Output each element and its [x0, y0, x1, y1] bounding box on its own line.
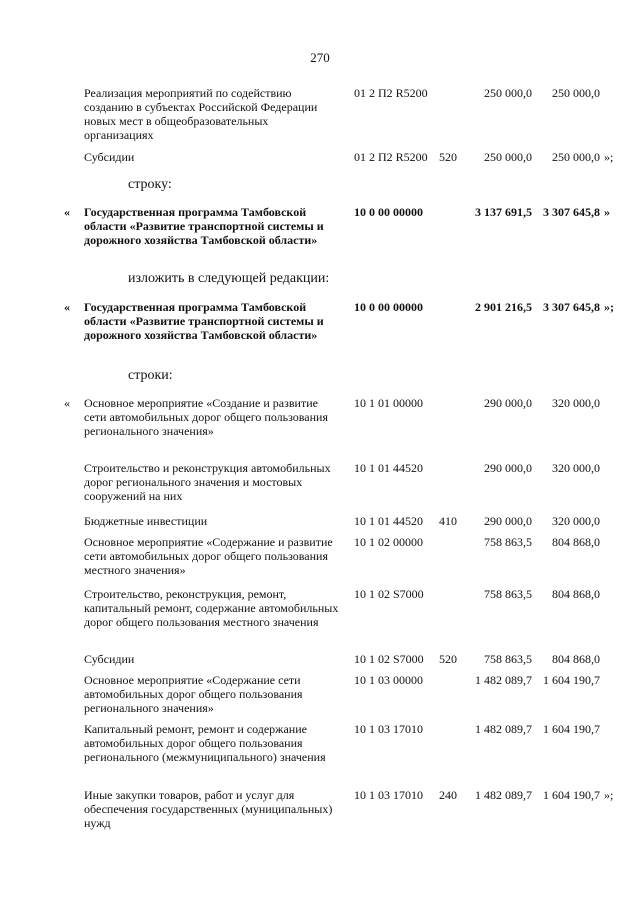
row-value-2: 1 604 190,7	[543, 788, 600, 802]
row-value-1: 1 482 089,7	[475, 722, 532, 736]
row-code: 10 1 01 00000	[354, 396, 423, 410]
row-value-1: 758 863,5	[484, 535, 532, 549]
row-value-2: 1 604 190,7	[543, 673, 600, 687]
phrase-stroki: строки:	[128, 368, 173, 383]
row-code: 10 1 01 44520	[354, 514, 423, 528]
close-quote: »	[604, 205, 610, 219]
row-value-1: 250 000,0	[484, 150, 532, 164]
close-quote: »;	[604, 300, 614, 314]
row-value-1: 290 000,0	[484, 514, 532, 528]
row-value-1: 1 482 089,7	[475, 673, 532, 687]
row-value-1: 1 482 089,7	[475, 788, 532, 802]
row-code: 01 2 П2 R5200	[354, 86, 428, 100]
row-value-1: 2 901 216,5	[475, 300, 532, 314]
row-code: 10 1 01 44520	[354, 461, 423, 475]
row-value-2: 804 868,0	[552, 652, 600, 666]
close-quote: »;	[604, 150, 614, 164]
row-value-2: 320 000,0	[552, 461, 600, 475]
row-code: 10 1 03 17010	[354, 722, 423, 736]
row-code: 10 1 03 00000	[354, 673, 423, 687]
row-name: Основное мероприятие «Содержание и развитие сети автомобильных дорог общего пользования местного значения»	[84, 535, 333, 577]
row-value-1: 758 863,5	[484, 587, 532, 601]
row-code: 10 0 00 00000	[354, 300, 423, 314]
row-name: Реализация мероприятий по содействию созданию в субъектах Российской Федерации новых мест в общеобразовательных организациях	[84, 86, 318, 142]
row-name: Субсидии	[84, 150, 135, 164]
row-value-1: 250 000,0	[484, 86, 532, 100]
row-value-1: 290 000,0	[484, 461, 532, 475]
row-name: Строительство, реконструкция, ремонт, капитальный ремонт, содержание автомобильных дорог общего пользования местного значения	[84, 587, 339, 629]
row-vr: 410	[439, 514, 457, 528]
row-value-2: 3 307 645,8	[543, 300, 600, 314]
phrase-stroku: строку:	[128, 177, 172, 192]
row-name: Основное мероприятие «Создание и развитие сети автомобильных дорог общего пользования регионального значения»	[84, 396, 328, 438]
row-value-2: 250 000,0	[552, 150, 600, 164]
open-quote: «	[64, 396, 70, 410]
row-vr: 520	[439, 150, 457, 164]
row-vr: 520	[439, 652, 457, 666]
row-code: 10 1 03 17010	[354, 788, 423, 802]
row-code: 01 2 П2 R5200	[354, 150, 428, 164]
row-code: 10 0 00 00000	[354, 205, 423, 219]
row-name: Государственная программа Тамбовской области «Развитие транспортной системы и дорожного хозяйства Тамбовской области»	[84, 300, 324, 342]
row-name: Основное мероприятие «Содержание сети автомобильных дорог общего пользования регионального значения»	[84, 673, 303, 715]
row-name: Государственная программа Тамбовской области «Развитие транспортной системы и дорожного хозяйства Тамбовской области»	[84, 205, 324, 247]
row-value-1: 758 863,5	[484, 652, 532, 666]
page-number: 270	[310, 50, 330, 65]
row-value-2: 1 604 190,7	[543, 722, 600, 736]
row-value-1: 290 000,0	[484, 396, 532, 410]
row-value-2: 804 868,0	[552, 535, 600, 549]
row-code: 10 1 02 S7000	[354, 587, 424, 601]
row-vr: 240	[439, 788, 457, 802]
close-quote: »;	[604, 788, 614, 802]
open-quote: «	[64, 205, 70, 219]
row-name: Субсидии	[84, 652, 135, 666]
row-value-2: 320 000,0	[552, 396, 600, 410]
row-value-2: 3 307 645,8	[543, 205, 600, 219]
open-quote: «	[64, 300, 70, 314]
row-code: 10 1 02 S7000	[354, 652, 424, 666]
row-name: Иные закупки товаров, работ и услуг для обеспечения государственных (муниципальных) нужд	[84, 788, 333, 830]
row-code: 10 1 02 00000	[354, 535, 423, 549]
row-value-2: 320 000,0	[552, 514, 600, 528]
row-value-2: 804 868,0	[552, 587, 600, 601]
row-value-1: 3 137 691,5	[475, 205, 532, 219]
row-name: Строительство и реконструкция автомобильных дорог регионального значения и мостовых сооружений на них	[84, 461, 331, 503]
row-name: Капитальный ремонт, ремонт и содержание автомобильных дорог общего пользования регионального (межмуниципального) значения	[84, 722, 326, 764]
row-value-2: 250 000,0	[552, 86, 600, 100]
row-name: Бюджетные инвестиции	[84, 514, 208, 528]
phrase-izlozhit: изложить в следующей редакции:	[128, 271, 330, 286]
